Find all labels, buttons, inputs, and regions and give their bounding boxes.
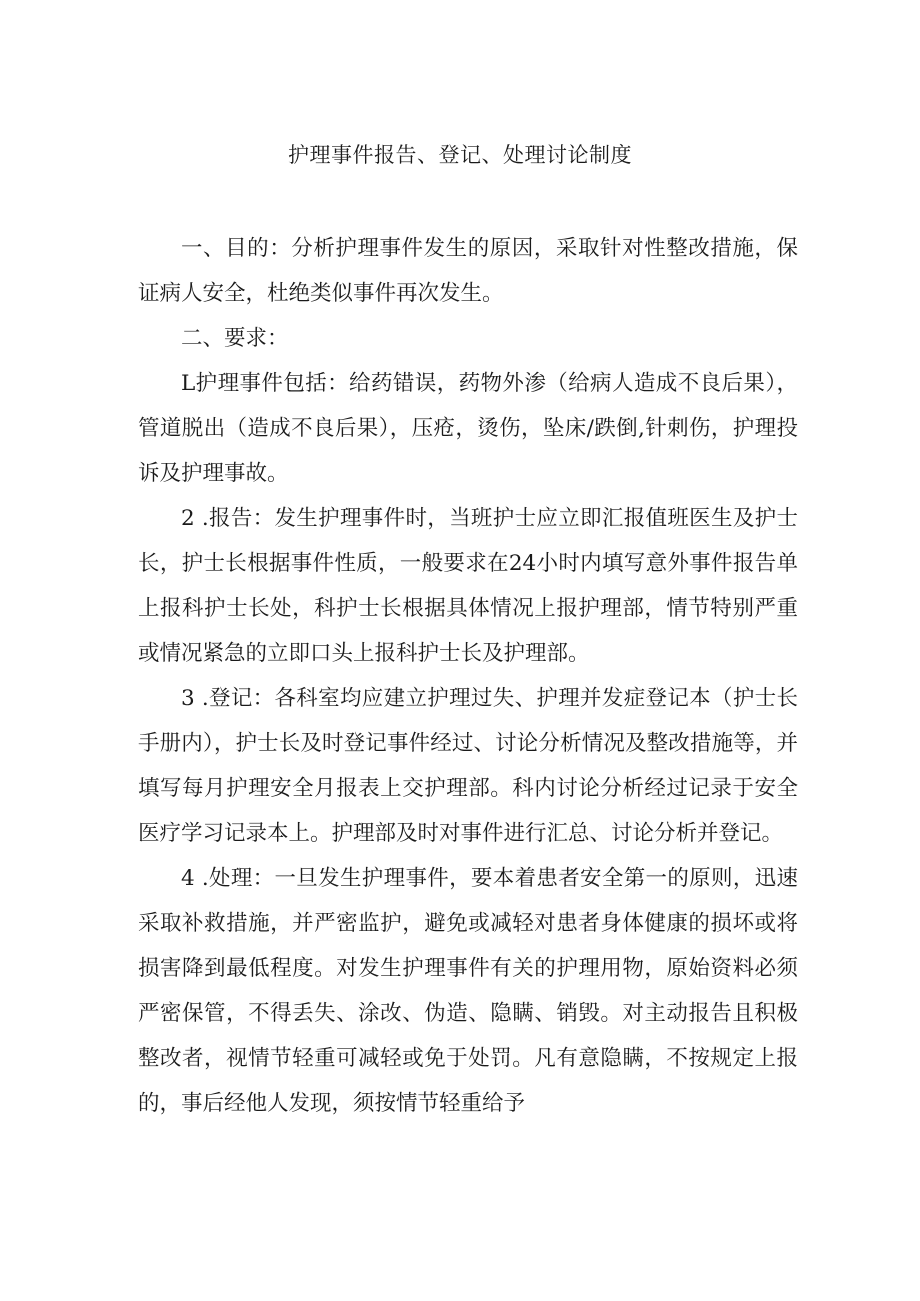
document-body bbox=[138, 226, 798, 1126]
document-title: 护理事件报告、登记、处理讨论制度 bbox=[288, 143, 632, 167]
paragraph-handling: 4 .处理：一旦发生护理事件，要本着患者安全第一的原则，迅速采取补救措施，并严密监护，避免或减轻对患者身体健康的损坏或将损害降到最低程度。对发生护理事件有关的护理用物，原始资料必须严密保管，不得丢失、涂改、伪造、隐瞒、销毁。对主动报告且积极整改者，视情节轻重可减轻或免于处罚。凡有意隐瞒，不按规定上报的，事后经他人发现，须按情节轻重给予 bbox=[138, 866, 798, 1116]
paragraph-purpose: 一、目的：分析护理事件发生的原因，采取针对性整改措施，保证病人安全，杜绝类似事件再次发生。 bbox=[138, 236, 798, 306]
paragraph-reporting: 2 .报告：发生护理事件时，当班护士应立即汇报值班医生及护士长，护士长根据事件性质，一般要求在24小时内填写意外事件报告单上报科护士长处，科护士长根据具体情况上报护理部，情节特别严重或情况紧急的立即口头上报科护士长及护理部。 bbox=[138, 506, 798, 666]
paragraph-registration: 3 .登记：各科室均应建立护理过失、护理并发症登记本（护士长手册内），护士长及时登记事件经过、讨论分析情况及整改措施等，并填写每月护理安全月报表上交护理部。科内讨论分析经过记录于安全医疗学习记录本上。护理部及时对事件进行汇总、讨论分析并登记。 bbox=[138, 686, 798, 846]
paragraph-requirements-heading: 二、要求： bbox=[181, 326, 289, 351]
paragraph-event-types: L护理事件包括：给药错误，药物外渗（给病人造成不良后果），管道脱出（造成不良后果），压疮，烫伤，坠床/跌倒,针刺伤，护理投诉及护理事故。 bbox=[138, 371, 798, 486]
